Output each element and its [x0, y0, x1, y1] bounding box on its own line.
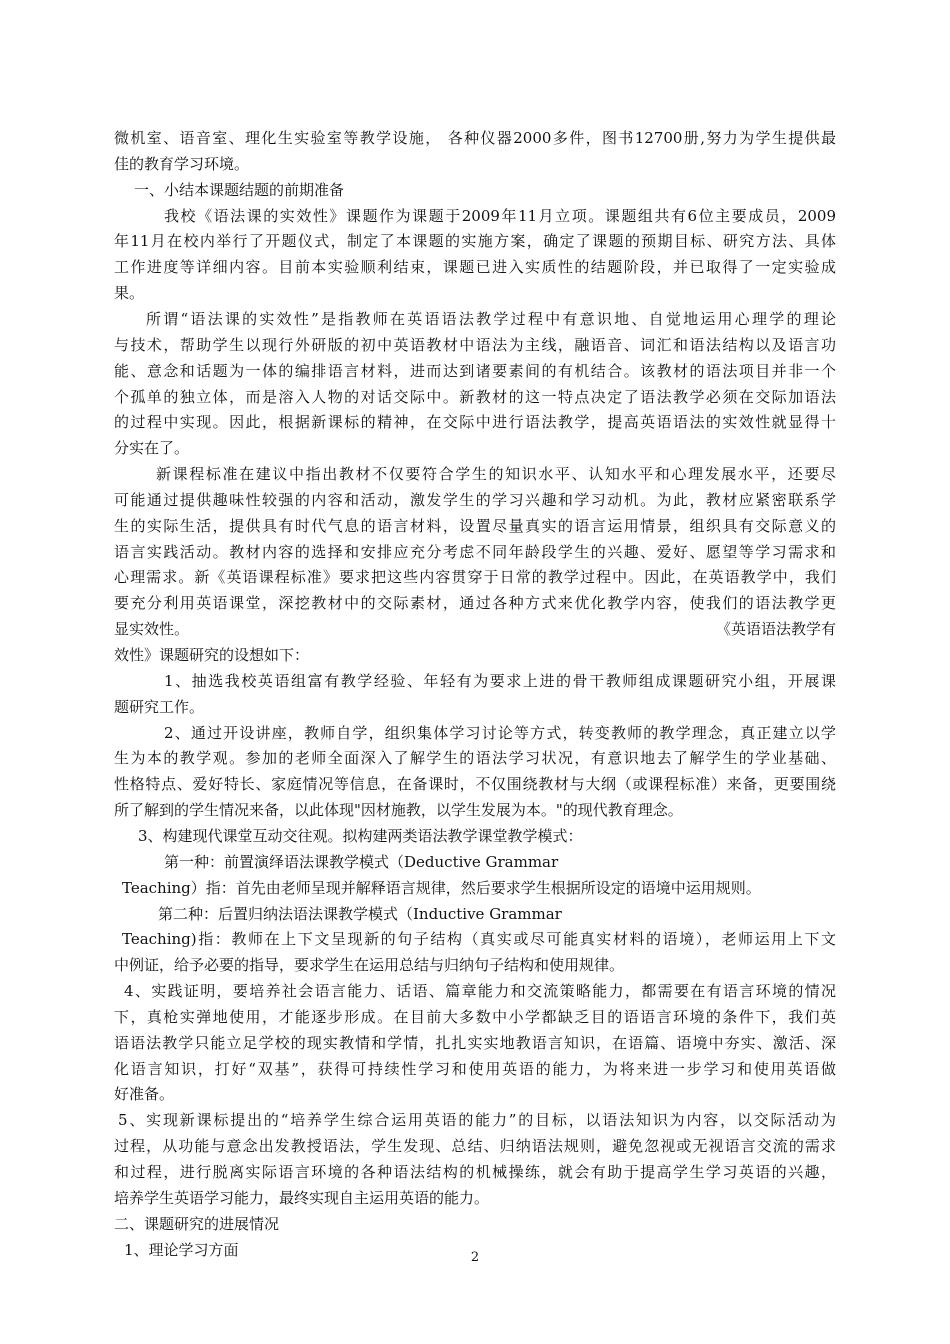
text-line: [114, 593, 836, 613]
line-text: 生的实际生活，提供具有时代气息的语言材料，设置尽量真实的语言运用情景，组织具有交际意义的: [114, 516, 836, 535]
text-line: [164, 671, 836, 691]
text-line: [124, 981, 836, 1001]
text-line: [114, 619, 836, 639]
text-line: [118, 1110, 836, 1130]
text-line: [122, 878, 761, 898]
text-line: [122, 929, 836, 949]
line-text: 培养学生英语学习能力，最终实现自主运用英语的能力。: [114, 1188, 490, 1207]
line-text: 过程，从功能与意念出发教授语法，学生发现、总结、归纳语法规则，避免忽视或无视语言交流的需求: [114, 1137, 836, 1156]
text-line: [124, 1240, 239, 1260]
text-line: [158, 904, 562, 924]
line-text: Teaching）指：首先由老师呈现并解释语言规律，然后要求学生根据所设定的语境中运用规则。: [122, 878, 761, 897]
line-text: 第一种：前置演绎语法课教学模式（Deductive Grammar: [164, 852, 559, 871]
text-line: [114, 1059, 836, 1079]
line-text: 与技术，帮助学生以现行外研版的初中英语教材中语法为主线，融语音、词汇和语法结构以及语言功: [114, 335, 836, 354]
line-text: 二、课题研究的进展情况: [114, 1214, 280, 1233]
text-line: [164, 206, 836, 226]
line-text: 可能通过提供趣味性较强的内容和活动，激发学生的学习兴趣和学习动机。为此，教材应紧密联系学: [114, 490, 836, 509]
page-number: 2: [470, 1250, 480, 1265]
line-text: 性格特点、爱好特长、家庭情况等信息，在备课时，不仅围绕教材与大纲（或课程标准）来备，更要围绕: [114, 775, 836, 794]
line-text: 第二种：后置归纳法语法课教学模式（Inductive Grammar: [158, 904, 562, 923]
line-text: 所了解到的学生情况来备，以此体现"因材施教，以学生发展为本。"的现代教育理念。: [114, 801, 683, 820]
text-line: [164, 852, 558, 872]
line-text: 题研究工作。: [114, 697, 205, 716]
text-line: [114, 955, 624, 975]
text-line: [114, 800, 683, 820]
line-right-text: 《英语语法教学有: [715, 620, 836, 639]
text-line: [114, 516, 836, 536]
line-text: 语语法教学只能立足学校的现实教情和学情，扎扎实实地教语言知识，在语篇、语境中夯实、激活、深: [114, 1033, 836, 1052]
text-line: [114, 1214, 279, 1234]
text-line: [146, 309, 836, 329]
text-line: [114, 567, 836, 587]
line-text: 工作进度等详细内容。目前本实验顺利结束，课题已进入实质性的结题阶段，并已取得了一定实验成: [114, 258, 836, 277]
text-line: [114, 1007, 836, 1027]
text-line: [114, 1033, 836, 1053]
line-text: 要充分利用英语课堂，深挖教材中的交际素材，通过各种方式来优化教学内容，使我们的语法教学更: [114, 594, 836, 613]
text-line: [134, 180, 344, 200]
line-text: 显实效性。: [114, 620, 190, 639]
line-text: 1、抽选我校英语组富有教学经验、年轻有为要求上进的骨干教师组成课题研究小组，开展课: [164, 671, 836, 690]
text-line: [114, 1136, 836, 1156]
text-line: [114, 697, 204, 717]
line-text: 果。: [114, 284, 145, 303]
text-line: [114, 1188, 489, 1208]
line-text: 化语言知识，打好“双基”，获得可持续性学习和使用英语的能力，为将来进一步学习和使用英语做: [114, 1059, 836, 1078]
line-text: 1、理论学习方面: [124, 1240, 239, 1259]
text-line: [114, 542, 836, 562]
text-line: [164, 723, 836, 743]
text-line: [114, 412, 836, 432]
line-text: 分实在了。: [114, 439, 190, 458]
line-text: 语言实践活动。教材内容的选择和安排应充分考虑不同年龄段学生的兴趣、爱好、愿望等学习需求和: [114, 542, 836, 561]
line-text: 我校《语法课的实效性》课题作为课题于2009年11月立项。课题组共有6位主要成员，2009: [164, 206, 836, 225]
text-line: [114, 154, 249, 174]
text-line: [114, 257, 836, 277]
text-line: [114, 128, 836, 148]
line-text: 好准备。: [114, 1085, 175, 1104]
line-text: 下，真枪实弹地使用，才能逐步形成。在目前大多数中小学都缺乏目的语语言环境的条件下，我们英: [114, 1007, 836, 1026]
text-line: [114, 438, 189, 458]
line-text: 个孤单的独立体，而是溶入人物的对话交际中。新教材的这一特点决定了语法教学必须在交际加语法: [114, 387, 836, 406]
text-line: [114, 283, 144, 303]
text-line: [114, 490, 836, 510]
line-text: 的过程中实现。因此，根据新课标的精神，在交际中进行语法教学，提高英语语法的实效性就显得十: [114, 413, 836, 432]
line-text: 心理需求。新《英语课程标准》要求把这些内容贯穿于日常的教学过程中。因此，在英语教学中，我们: [114, 568, 836, 587]
text-line: [138, 826, 583, 846]
line-text: 微机室、语音室、理化生实验室等教学设施， 各种仪器2000多件，图书12700册,努力为学生提供最: [114, 129, 836, 147]
text-line: [114, 361, 836, 381]
line-text: 效性》课题研究的设想如下：: [114, 646, 310, 664]
text-line: [156, 464, 836, 484]
text-line: [114, 387, 836, 407]
line-text: 年11月在校内举行了开题仪式，制定了本课题的实施方案，确定了课题的预期目标、研究方法、具体: [114, 232, 836, 251]
text-line: [114, 748, 836, 768]
line-text: Teaching)指：教师在上下文呈现新的句子结构（真实或尽可能真实材料的语境），老师运用上下文: [122, 930, 836, 949]
text-line: [114, 1084, 174, 1104]
line-text: 3、构建现代课堂互动交往观。拟构建两类语法教学课堂教学模式：: [138, 826, 583, 845]
text-line: [114, 335, 836, 355]
line-text: 一、小结本课题结题的前期准备: [134, 180, 345, 199]
line-text: 新课程标准在建议中指出教材不仅要符合学生的知识水平、认知水平和心理发展水平，还要尽: [156, 465, 836, 484]
line-text: 佳的教育学习环境。: [114, 154, 250, 173]
text-line: [114, 645, 309, 665]
line-text: 中例证，给予必要的指导，要求学生在运用总结与归纳句子结构和使用规律。: [114, 956, 625, 975]
line-text: 5、实现新课标提出的“培养学生综合运用英语的能力”的目标，以语法知识为内容，以交际活动为: [118, 1111, 836, 1130]
line-text: 和过程，进行脱离实际语言环境的各种语法结构的机械操练，就会有助于提高学生学习英语的兴趣，: [114, 1163, 836, 1181]
text-line: [114, 231, 836, 251]
line-text: 2、通过开设讲座，教师自学，组织集体学习讨论等方式，转变教师的教学理念，真正建立以学: [164, 723, 836, 742]
text-line: [114, 774, 836, 794]
line-text: 生为本的教学观。参加的老师全面深入了解学生的语法学习状况，有意识地去了解学生的学业基础、: [114, 749, 836, 768]
line-text: 能、意念和话题为一体的编排语言材料，进而达到诸要素间的有机结合。该教材的语法项目并非一个: [114, 361, 836, 380]
line-text: 所谓“语法课的实效性”是指教师在英语语法教学过程中有意识地、自觉地运用心理学的理论: [146, 309, 836, 328]
line-text: 4、实践证明，要培养社会语言能力、话语、篇章能力和交流策略能力，都需要在有语言环境的情况: [124, 982, 836, 1001]
text-line: [114, 1162, 836, 1182]
